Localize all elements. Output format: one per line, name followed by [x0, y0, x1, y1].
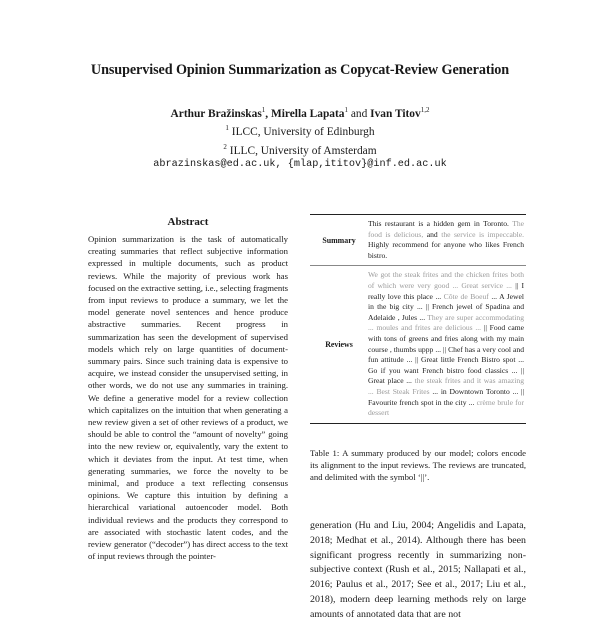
table-label-reviews: Reviews [325, 340, 353, 350]
author-name: Ivan Titov [370, 107, 421, 120]
summary-segment: the service is impeccable. [441, 229, 524, 239]
intro-paragraph: generation (Hu and Liu, 2004; Angelidis and Lapata, 2018; Medhat et al., 2014). Although there has been significant progress recently in summarizing non-subjective context (Rush et al., 2015; Nallapati et al., 2016; Paulus et al., 2017; See et al., 2017; Liu et al., 2018), modern deep learning methods rely on large amounts of annotated data that are not [310, 520, 526, 620]
abstract-text: Opinion summarization is the task of automatically creating summaries that reflect subjective information expressed in multiple documents, such as product reviews. While the majority of previous work has focused on the extractive setting, i.e., selecting fragments from input reviews to produce a summary, we let the model generate novel sentences and hence produce abstractive summaries. Recent progress in summarization has seen the development of supervised models which rely on large quantities of document-summary pairs. Since such training data is expensive to acquire, we instead consider the unsupervised setting, in other words, we do not use any summaries in training. We define a generative model for a review collection which capitalizes on the intuition that when generating a new review given a set of other reviews of a product, we should be able to control the “amount of novelty” going into the new review or, equivalently, vary the extent to which it deviates from the input. At test time, when generating summaries, we force the novelty to be minimal, and produce a text reflecting consensus opinions. We capture this intuition by defining a hierarchical variational autoencoder model. Both individual reviews and the products they correspond to are associated with stochastic latent codes, and the review generator (“decoder”) has direct access to the text of input reviews through the pointer- [88, 234, 288, 562]
author-emails: abrazinskas@ed.ac.uk, {mlap,ititov}@inf.ed.ac.uk [153, 158, 447, 170]
summary-cell [368, 215, 526, 265]
abstract-heading: Abstract [167, 216, 209, 228]
summary-segment: and [423, 229, 442, 239]
summary-segment: This restaurant is a hidden gem in Toronto. [368, 219, 513, 228]
review-segment: || Food came with tons of greens and fries along with my main course , thumbs uppp ... || Chef has a very cool and fun attitude ... || Great little French Bistro spot ... Go if you want French bistro food classics ... || Great place ... [368, 323, 524, 386]
review-segment: Côte de Boeuf [443, 291, 489, 301]
author-block [0, 103, 600, 172]
affiliation-mark: 1 [225, 124, 229, 133]
affiliation [0, 140, 600, 158]
summary-segment: Highly recommend for anyone who likes French bistro. [368, 240, 524, 260]
review-segment: the steak frites and it was amazing ... Best Steak Frites [368, 376, 524, 396]
author-conjunction: and [348, 107, 371, 120]
author-names [0, 103, 600, 121]
table-caption: Table 1: A summary produced by our model; colors encode its alignment to the input reviews. The reviews are truncated, and delimited with the symbol ‘||’. [310, 448, 526, 483]
review-segment: || I really love this place ... [368, 280, 524, 301]
affiliation-text: ILCC, University of Edinburgh [231, 126, 375, 139]
affiliation-mark: 2 [223, 142, 227, 151]
table-label-summary: Summary [322, 235, 356, 245]
table-1 [310, 214, 526, 424]
author-separator: , [265, 107, 271, 120]
table-row-reviews [310, 266, 526, 422]
affiliation [0, 121, 600, 139]
author-name: Arthur Bražinskas [170, 107, 262, 120]
author-name: Mirella Lapata [270, 107, 345, 120]
review-segment: We got the steak frites and the chicken frites both of which were very good ... Great service ... [368, 270, 524, 290]
author-affil-mark: 1 [261, 106, 266, 114]
paper-title: Unsupervised Opinion Summarization as Copycat-Review Generation [90, 62, 510, 78]
table-row-summary [310, 215, 526, 266]
author-affil-mark: 1,2 [420, 106, 430, 114]
review-segment: ... in Downtown Toronto ... || Favourite french spot in the city ... [368, 386, 525, 407]
review-segment: They are super accommodating ... moules and frites are delicious ... [368, 312, 524, 333]
reviews-cell [368, 266, 526, 422]
review-segment: ... A Jewel in the big city ... || French jewel of Spadina and Adelaide , Jules ... [368, 291, 524, 322]
summary-segment: The food is delicious, [368, 219, 524, 239]
affiliation-text: ILLC, University of Amsterdam [229, 144, 377, 157]
review-segment: crème brule for dessert [368, 397, 524, 418]
author-affil-mark: 1 [344, 106, 348, 114]
